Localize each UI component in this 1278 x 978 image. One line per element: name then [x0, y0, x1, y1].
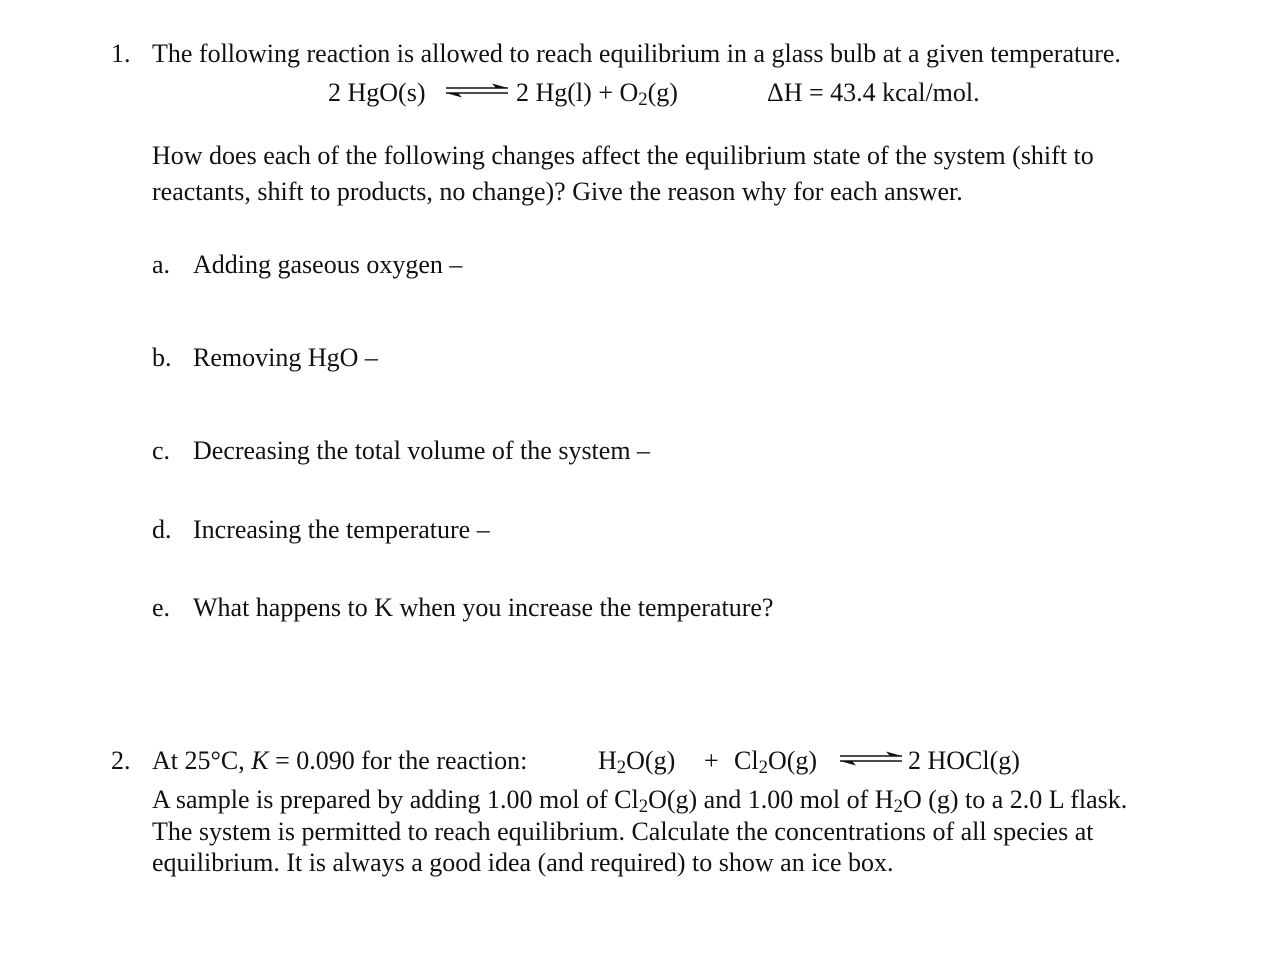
q1-question-line2: reactants, shift to products, no change)? Give the reason why for each answer.: [152, 177, 963, 206]
part-text: Increasing the temperature –: [193, 515, 490, 544]
part-label: d.: [152, 515, 172, 544]
q2-line2-sub2: 2: [893, 796, 903, 818]
q2-line2-c: O (g) to a 2.0 L flask.: [902, 785, 1128, 814]
q2-line4: equilibrium. It is always a good idea (and required) to show an ice box.: [152, 848, 894, 877]
q1-intro: The following reaction is allowed to reach equilibrium in a glass bulb at a given temperature.: [152, 39, 1121, 68]
part-label: a.: [152, 250, 171, 279]
q2-cl-sub: 2: [758, 757, 768, 779]
q2-product: 2 HOCl(g): [908, 746, 1020, 775]
q2-plus: +: [704, 746, 719, 775]
q2-k-symbol: K: [251, 746, 269, 775]
q2-reactant-cl2o: [734, 746, 818, 779]
part-text: Decreasing the total volume of the system –: [193, 436, 651, 465]
q2-cl: Cl: [734, 746, 759, 775]
part-label: e.: [152, 593, 171, 622]
part-text: What happens to K when you increase the temperature?: [193, 593, 774, 622]
q2-h: H: [598, 746, 617, 775]
q2-line2-b: O(g) and 1.00 mol of H: [648, 785, 894, 814]
q2-h-sub: 2: [616, 757, 627, 779]
equilibrium-arrow-icon: [838, 750, 904, 766]
q1-products-state: (g): [647, 78, 678, 107]
equilibrium-arrow-icon: [444, 82, 510, 98]
q2-h-rest: O(g): [626, 746, 676, 775]
q1-products-text: 2 Hg(l) + O: [516, 78, 639, 107]
q2-line2-sub1: 2: [638, 796, 649, 818]
part-label: b.: [152, 343, 172, 372]
q2-line3: The system is permitted to reach equilibrium. Calculate the concentrations of all species at: [152, 817, 1094, 846]
q2-line2: [152, 785, 1128, 818]
q2-intro: [152, 748, 527, 774]
q2-line2-a: A sample is prepared by adding 1.00 mol of Cl: [152, 785, 639, 814]
q2-intro-text: At 25°C,: [152, 746, 252, 775]
q1-products: [516, 78, 678, 111]
q1-question-line1: How does each of the following changes affect the equilibrium state of the system (shift to: [152, 141, 1094, 170]
q1-reactant: 2 HgO(s): [328, 78, 426, 107]
part-label: c.: [152, 436, 171, 465]
q2-intro-value: = 0.090 for the reaction:: [268, 746, 528, 775]
q1-number: 1.: [111, 39, 131, 68]
q2-reactant-water: [598, 746, 676, 779]
q2-cl-rest: O(g): [767, 746, 818, 775]
part-text: Removing HgO –: [193, 343, 378, 372]
part-text: Adding gaseous oxygen –: [193, 250, 463, 279]
q1-products-sub: 2: [638, 89, 648, 111]
q1-delta-h: ΔH = 43.4 kcal/mol.: [767, 78, 980, 107]
q2-number: 2.: [111, 746, 131, 775]
